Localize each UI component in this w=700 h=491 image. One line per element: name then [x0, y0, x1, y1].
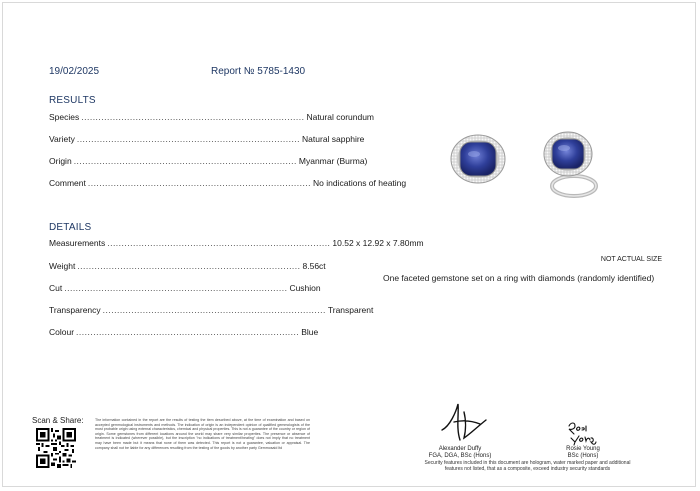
ring-front-image — [448, 132, 508, 186]
row-label: Cut — [49, 283, 63, 293]
detail-row-transparency — [49, 305, 374, 315]
signature-rosie-young — [565, 418, 601, 446]
result-row-origin — [49, 156, 368, 166]
signature-alexander-duffy — [436, 400, 492, 444]
legal-disclaimer: The information contained in the report are the results of testing the item described above, at the time of examination and based on accepted gemmological instruments and methods. The indication of origin is an independent opinion of qualified gemmologists of the most probable origin using external characteristics, chemical and physical properties. This is not a guarantee of the country or region of origin. Some gemstones from different locations around the world may share very similar properties. The presence or absence of treatment is indicated (wherever possible), but the inscription "no indications of treatment/heating" does not imply that no treatment may have been made but it means that none of them was detected. This report is not a guarantee, valuation or appraisal. The company shall not be liable for any differences resulting from the testing of the goods by another party Gemmosaid ltd — [95, 418, 310, 450]
row-leader: .............................................................................. — [81, 112, 305, 122]
detail-row-measurements — [49, 238, 424, 248]
row-value: 8.56ct — [302, 261, 326, 271]
row-leader: .............................................................................. — [76, 327, 300, 337]
row-leader: .............................................................................. — [87, 178, 312, 188]
row-leader: .............................................................................. — [107, 238, 331, 248]
row-label: Species — [49, 112, 80, 122]
not-actual-size-note: NOT ACTUAL SIZE — [600, 256, 662, 263]
row-label: Weight — [49, 261, 76, 271]
signer1-credentials: FGA, DGA, BSc (Hons) — [428, 453, 492, 459]
row-label: Measurements — [49, 238, 106, 248]
item-description: One faceted gemstone set on a ring with diamonds (randomly identified) — [383, 273, 655, 283]
qr-code-icon[interactable] — [36, 428, 76, 468]
row-label: Comment — [49, 178, 86, 188]
row-label: Transparency — [49, 305, 101, 315]
results-heading: RESULTS — [49, 95, 96, 106]
row-leader: .............................................................................. — [77, 261, 301, 271]
detail-row-weight — [49, 261, 326, 271]
row-label: Origin — [49, 156, 72, 166]
detail-row-colour — [49, 327, 319, 337]
row-value: Natural sapphire — [302, 134, 365, 144]
result-row-species — [49, 112, 375, 122]
row-value: Transparent — [327, 305, 374, 315]
security-note: Security features included in this document are hologram, water marked paper and additional features not listed, that as a composite, exceed industry security standards — [424, 460, 631, 472]
result-row-comment — [49, 178, 407, 188]
row-value: Myanmar (Burma) — [298, 156, 368, 166]
row-value: No indications of heating — [313, 178, 407, 188]
row-value: 10.52 x 12.92 x 7.80mm — [332, 238, 424, 248]
ring-side-image — [534, 130, 606, 202]
row-leader: .............................................................................. — [76, 134, 301, 144]
row-value: Natural corundum — [306, 112, 375, 122]
report-number: Report № 5785-1430 — [211, 66, 306, 77]
row-leader: .............................................................................. — [73, 156, 297, 166]
signer1-name: Alexander Duffy — [438, 446, 482, 452]
result-row-variety — [49, 134, 365, 144]
row-leader: .............................................................................. — [102, 305, 326, 315]
report-date: 19/02/2025 — [49, 66, 100, 77]
row-value: Blue — [301, 327, 319, 337]
row-value: Cushion — [289, 283, 321, 293]
scan-share-label: Scan & Share: — [32, 416, 84, 425]
row-label: Colour — [49, 327, 75, 337]
detail-row-cut — [49, 283, 321, 293]
signer2-credentials: BSc (Hons) — [567, 453, 599, 459]
details-heading: DETAILS — [49, 222, 92, 233]
row-label: Variety — [49, 134, 75, 144]
signer2-name: Rosie Young — [566, 446, 600, 452]
row-leader: .............................................................................. — [64, 283, 288, 293]
